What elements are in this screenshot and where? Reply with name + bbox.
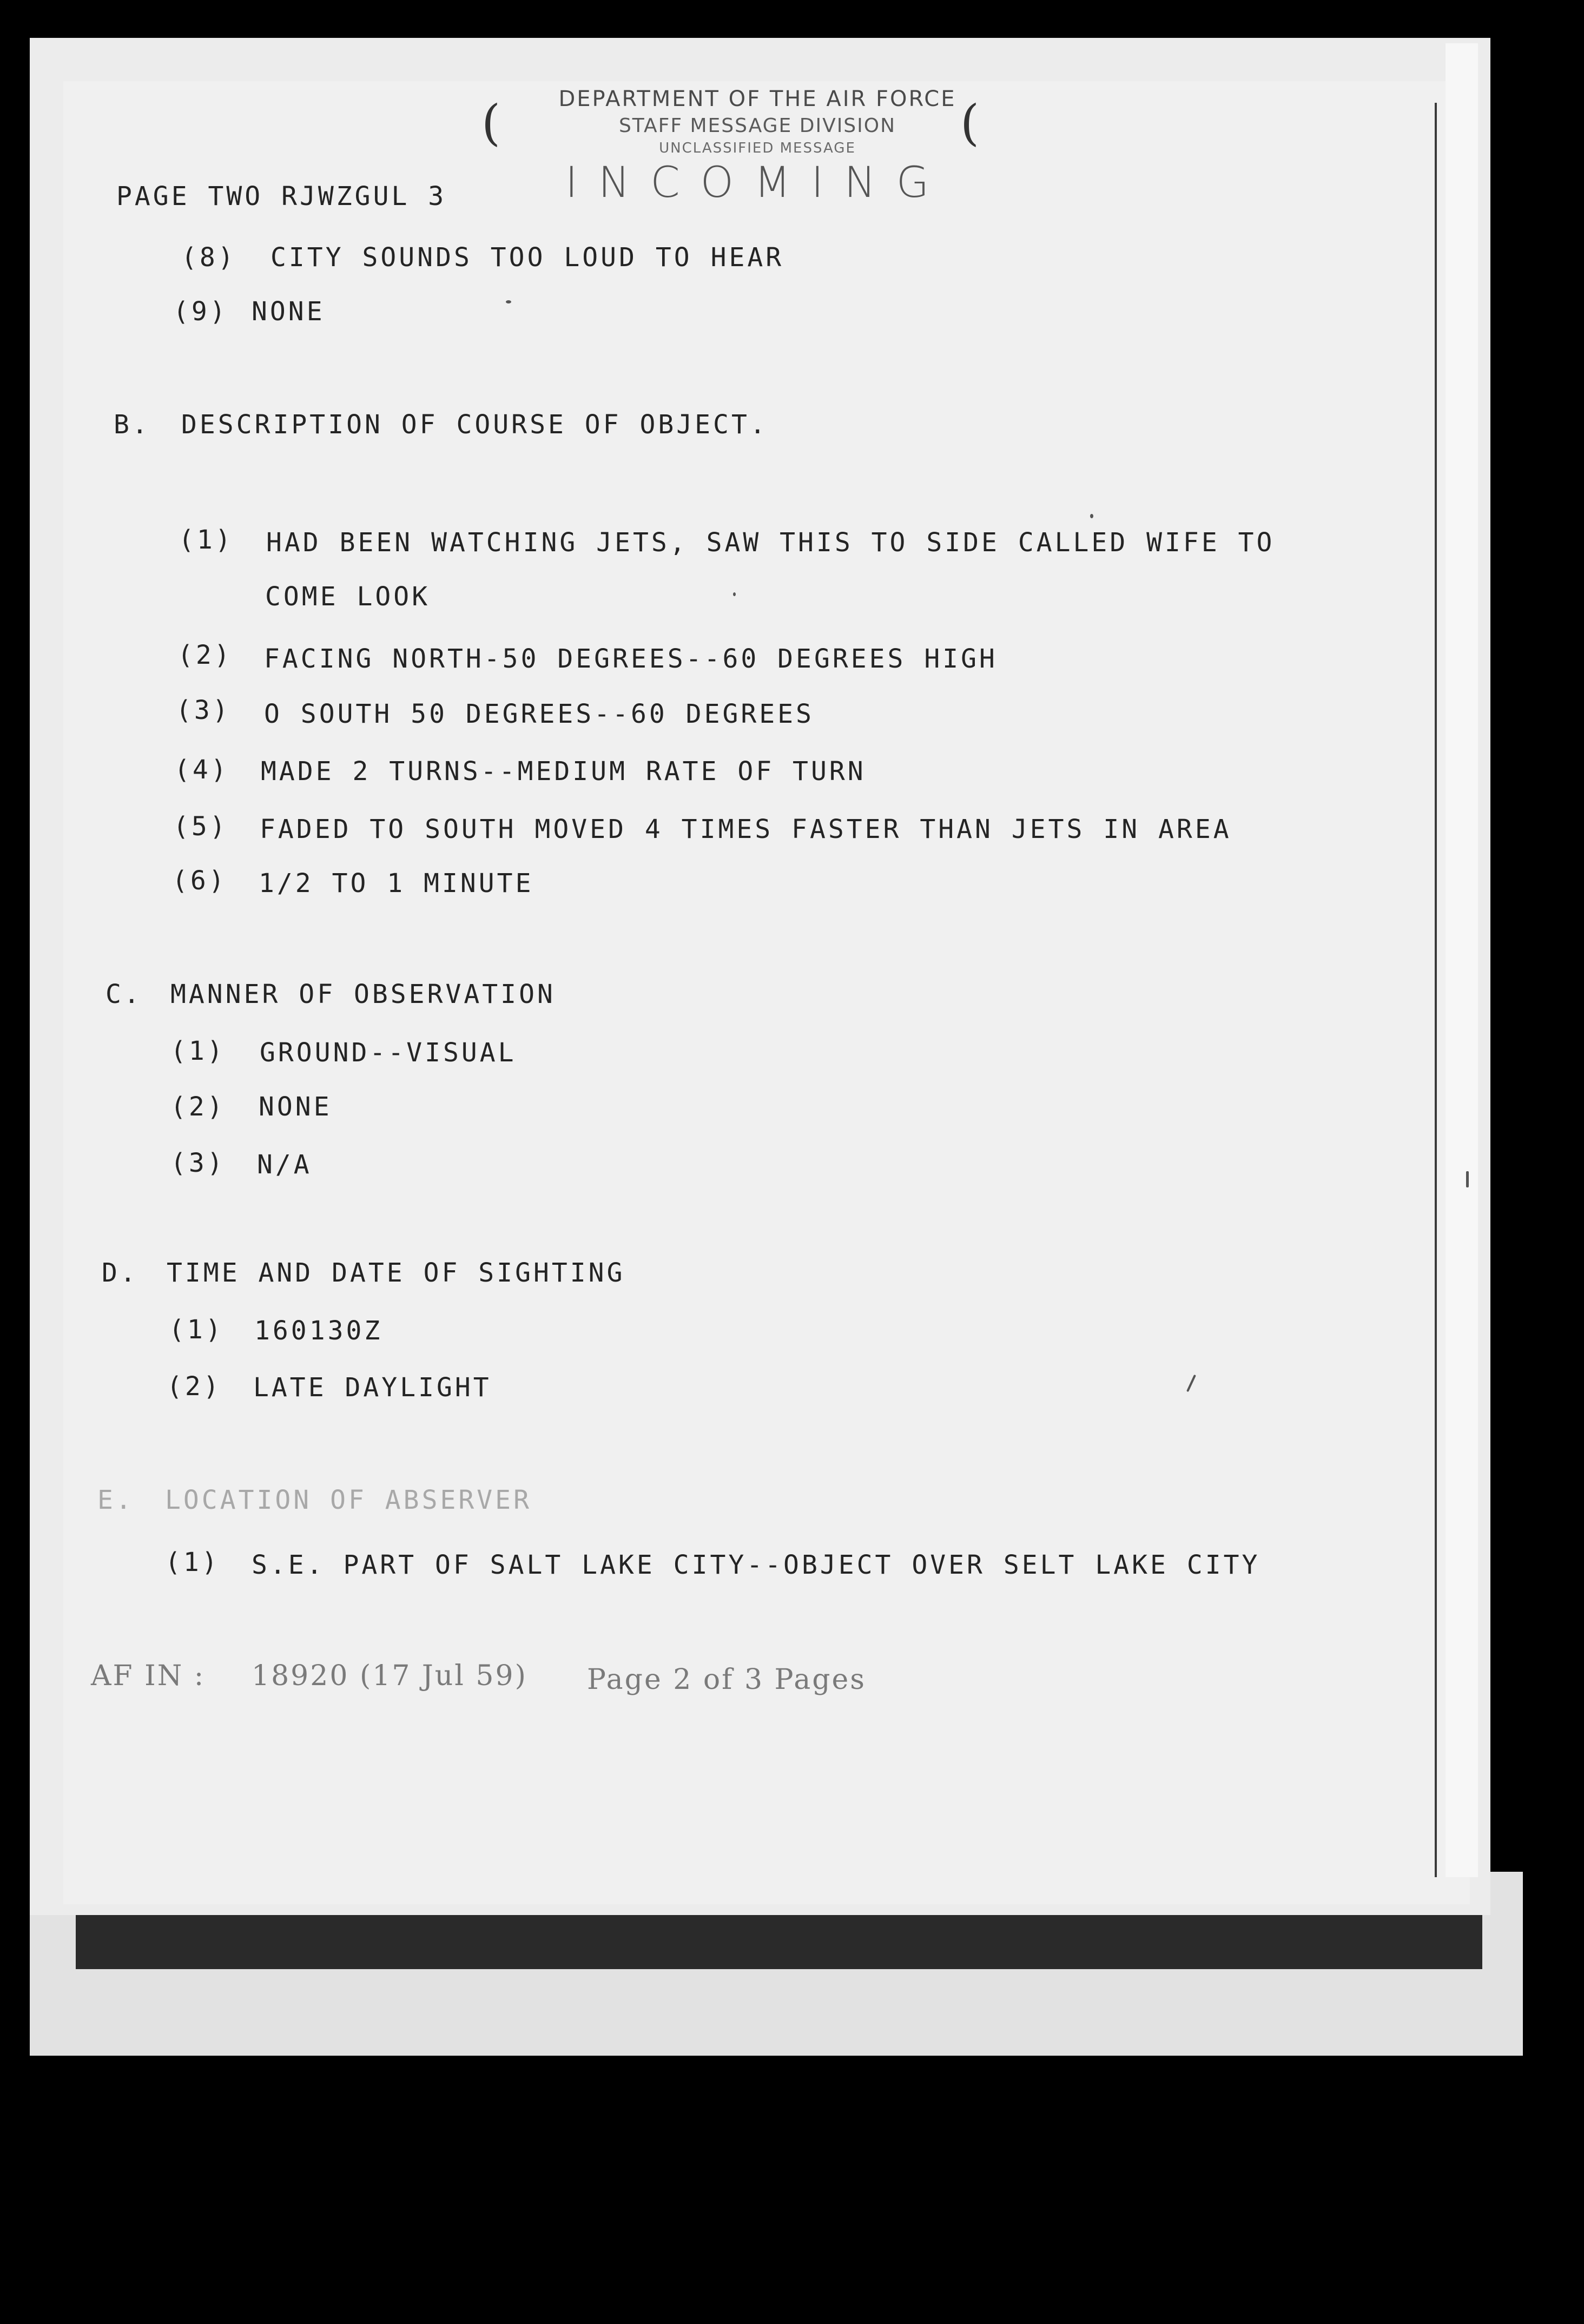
section-label: B.	[114, 410, 150, 440]
right-margin-strip	[1446, 43, 1478, 1877]
page-heading: PAGE TWO RJWZGUL 3	[116, 181, 447, 212]
item-label: (1)	[165, 1547, 220, 1577]
item-text: LATE DAYLIGHT	[253, 1372, 492, 1403]
open-paren-mark: (	[481, 95, 501, 151]
item-label: (6)	[172, 866, 227, 896]
close-paren-mark: (	[960, 95, 980, 151]
item-label: (2)	[177, 640, 233, 670]
item-text-continued: COME LOOK	[265, 582, 431, 612]
item-text: 1/2 TO 1 MINUTE	[259, 868, 534, 899]
item-text: CITY SOUNDS TOO LOUD TO HEAR	[270, 242, 784, 273]
item-text: S.E. PART OF SALT LAKE CITY--OBJECT OVER SELT LAKE CITY	[252, 1550, 1260, 1580]
section-label: E.	[97, 1485, 134, 1515]
section-title: DESCRIPTION OF COURSE OF OBJECT.	[181, 410, 768, 440]
item-label: (2)	[167, 1371, 222, 1402]
item-text: MADE 2 TURNS--MEDIUM RATE OF TURN	[261, 756, 866, 787]
item-label: (4)	[174, 755, 229, 785]
division-name: STAFF MESSAGE DIVISION	[618, 115, 896, 137]
item-text: NONE	[259, 1092, 332, 1122]
item-label: (1)	[169, 1315, 224, 1345]
af-in-label: AF IN :	[91, 1660, 206, 1692]
classification-label: UNCLASSIFIED MESSAGE	[659, 140, 856, 156]
item-label: (5)	[173, 811, 228, 842]
item-text: HAD BEEN WATCHING JETS, SAW THIS TO SIDE CALLED WIFE TO	[266, 527, 1275, 558]
item-label: (3)	[170, 1148, 226, 1178]
section-label: C.	[105, 979, 142, 1009]
item-text: 160130Z	[254, 1316, 383, 1346]
af-in-number: 18920 (17 Jul 59)	[252, 1660, 527, 1692]
right-margin-rule	[1435, 103, 1437, 1877]
item-label: (3)	[176, 695, 231, 725]
section-title: TIME AND DATE OF SIGHTING	[167, 1258, 625, 1288]
item-text: FACING NORTH-50 DEGREES--60 DEGREES HIGH	[264, 644, 998, 674]
item-text: FADED TO SOUTH MOVED 4 TIMES FASTER THAN JETS IN AREA	[260, 814, 1232, 844]
section-title: LOCATION OF ABSERVER	[165, 1485, 532, 1515]
item-text: N/A	[257, 1150, 312, 1180]
scan-speck	[733, 592, 736, 596]
message-header	[487, 87, 1028, 207]
scan-mark	[1466, 1171, 1469, 1187]
department-name: DEPARTMENT OF THE AIR FORCE	[558, 87, 956, 111]
document-page	[30, 38, 1490, 1915]
section-title: MANNER OF OBSERVATION	[170, 979, 556, 1009]
item-label: (9)	[173, 296, 228, 327]
scan-speck	[506, 300, 511, 303]
item-label: (8)	[181, 242, 236, 273]
item-text: O SOUTH 50 DEGREES--60 DEGREES	[264, 699, 814, 729]
section-label: D.	[102, 1258, 138, 1288]
scan-speck	[1090, 514, 1093, 518]
item-label: (1)	[179, 525, 234, 555]
page-count: Page 2 of 3 Pages	[587, 1663, 866, 1696]
item-text: NONE	[252, 296, 325, 327]
item-label: (2)	[170, 1092, 226, 1122]
item-label: (1)	[170, 1036, 226, 1066]
item-text: GROUND--VISUAL	[260, 1038, 517, 1068]
incoming-stamp: INCOMING	[565, 159, 950, 207]
